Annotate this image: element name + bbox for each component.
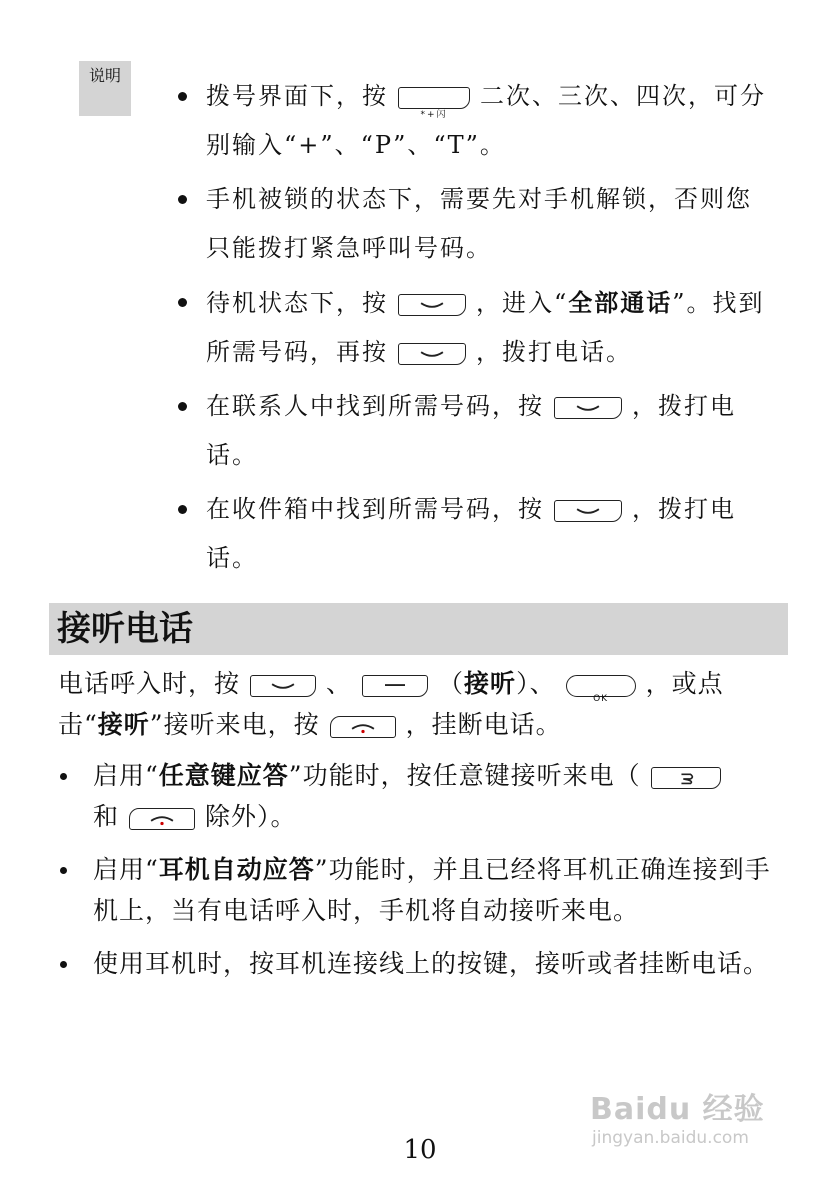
call-key-icon bbox=[398, 343, 466, 365]
note-list bbox=[176, 72, 776, 588]
watermark-brand: Baidu 经验 bbox=[590, 1092, 765, 1127]
end-call-key-icon bbox=[129, 808, 195, 830]
bullet-list bbox=[58, 755, 783, 996]
bullet-dot bbox=[60, 773, 67, 780]
call-key-icon bbox=[554, 500, 622, 522]
watermark bbox=[590, 1062, 790, 1162]
list-item: 启用“耳机自动应答”功能时，并且已经将耳机正确连接到手机上，当有电话呼入时，手机将自动接听来电。 bbox=[58, 849, 783, 931]
note-item: 待机状态下，按 ，进入“全部通话”。找到所需号码，再按 ，拨打电话。 bbox=[176, 278, 776, 377]
end-call-key-icon bbox=[330, 716, 396, 738]
bullet-dot bbox=[178, 298, 187, 307]
watermark-url: jingyan.baidu.com bbox=[592, 1128, 749, 1148]
left-softkey-icon bbox=[362, 675, 428, 697]
call-key-icon bbox=[554, 397, 622, 419]
note-item: 手机被锁的状态下，需要先对手机解锁，否则您只能拨打紧急呼叫号码。 bbox=[176, 175, 776, 273]
call-key-icon bbox=[398, 294, 466, 316]
intro-paragraph: 电话呼入时，按 、 （接听）、 OK ，或点击“接听”接听来电，按 ，挂断电话。 bbox=[58, 669, 724, 739]
bullet-dot bbox=[60, 961, 67, 968]
list-item: 启用“任意键应答”功能时，按任意键接听来电（ 和 除外）。 bbox=[58, 755, 783, 837]
list-item: 使用耳机时，按耳机连接线上的按键，接听或者挂断电话。 bbox=[58, 943, 783, 984]
page-number: 10 bbox=[403, 1135, 437, 1165]
note-item: 拨号界面下，按 *+闪 二次、三次、四次，可分别输入“+”、“P”、“T”。 bbox=[176, 72, 776, 170]
section-title: 接听电话 bbox=[57, 609, 193, 649]
bullet-dot bbox=[178, 505, 187, 514]
call-key-icon bbox=[250, 675, 316, 697]
note-item: 在联系人中找到所需号码，按 ，拨打电话。 bbox=[176, 382, 776, 480]
bullet-dot bbox=[178, 195, 187, 204]
bullet-dot bbox=[178, 402, 187, 411]
note-item: 在收件箱中找到所需号码，按 ，拨打电话。 bbox=[176, 485, 776, 583]
ok-key-icon: OK bbox=[566, 675, 636, 697]
bullet-dot bbox=[60, 867, 67, 874]
section-header bbox=[49, 603, 788, 655]
right-softkey-icon bbox=[651, 767, 721, 789]
bullet-dot bbox=[178, 92, 187, 101]
note-label: 说明 bbox=[79, 61, 131, 116]
star-key-icon: *+闪 bbox=[398, 87, 470, 109]
